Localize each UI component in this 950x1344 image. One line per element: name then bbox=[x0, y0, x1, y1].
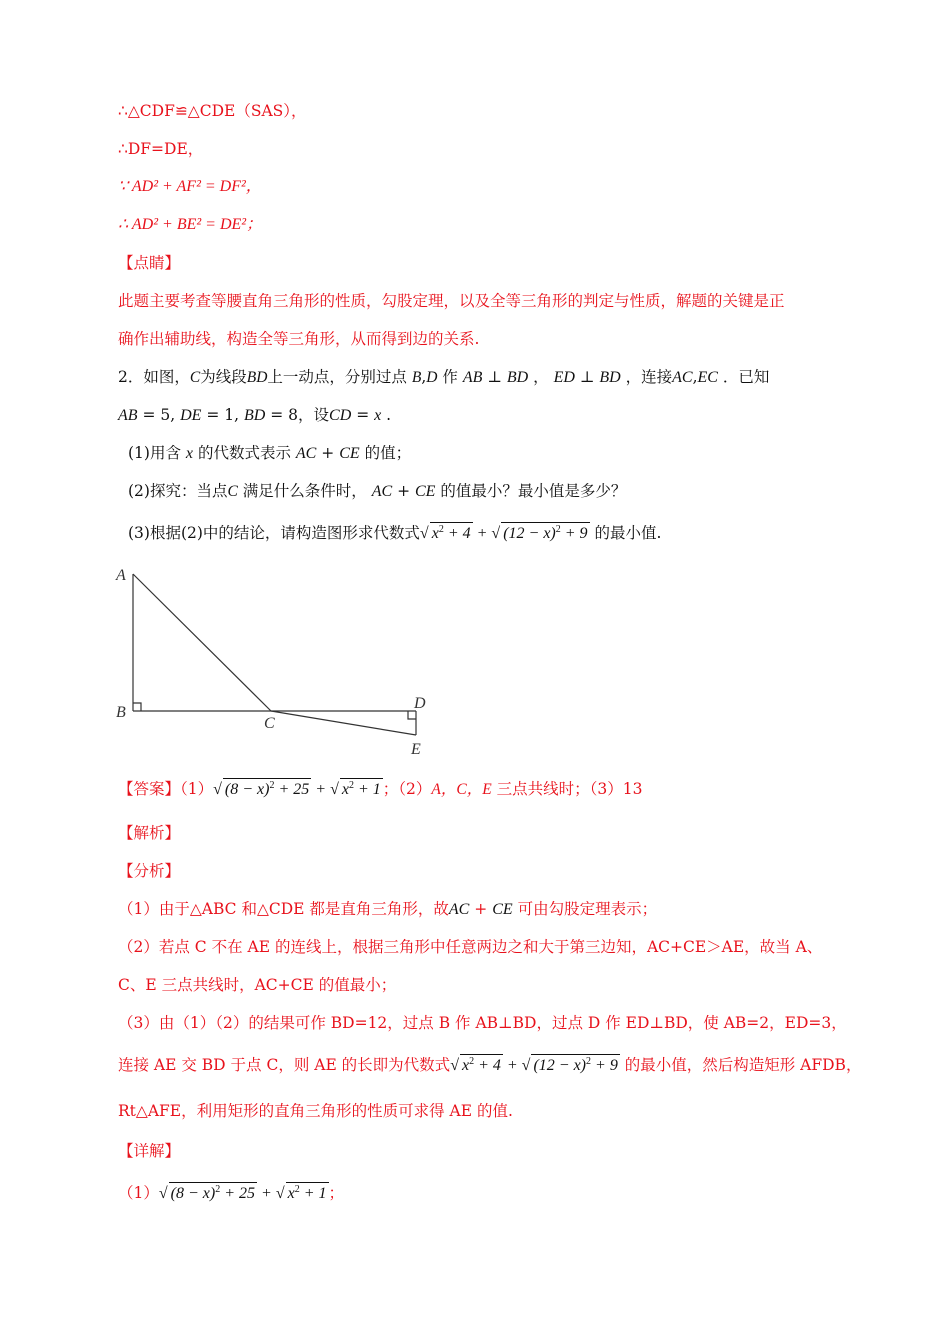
problem-text: ， bbox=[533, 368, 549, 386]
proof-line-4: ∴ AD² + BE² = DE²； bbox=[118, 216, 263, 233]
question-text: 的代数式表示 bbox=[197, 444, 291, 462]
segment-ac bbox=[133, 574, 271, 711]
jiexi-heading: 【解析】 bbox=[118, 824, 181, 842]
detail-1: （1）√ $(8 - x)^2 + 25$ + √ $x^2 + 1$ ； bbox=[118, 1182, 344, 1205]
label-a: A bbox=[116, 567, 126, 584]
problem-text: ，设 bbox=[298, 406, 330, 424]
geometry-figure bbox=[110, 560, 440, 760]
label-e: E bbox=[411, 741, 421, 758]
analysis-2a: （2）若点 C 不在 AE 的连线上，根据三角形中任意两边之和大于第三边知，AC+CE＞AE，故当 A、 bbox=[118, 938, 823, 956]
analysis-3b: 连接 AE 交 BD 于点 C，则 AE 的长即为代数式√ $x^2 + 4$ + √ $(12 - x)^2 + 9$ 的最小值，然后构造矩形 AFDB， bbox=[118, 1054, 861, 1077]
analysis-text: 可由勾股定理表示； bbox=[517, 900, 658, 918]
question-text: 的最小值. bbox=[594, 524, 662, 542]
problem-text: 作 bbox=[442, 368, 458, 386]
segment-ce bbox=[271, 711, 416, 735]
answer-line: 【答案】（1）√ $(8 - x)^2 + 25$ + √ $x^2 + 1$ ；（2）A，C，E 三点共线时；（3）13 bbox=[118, 778, 642, 801]
analysis-text: （1）由于△ABC 和△CDE 都是直角三角形，故 bbox=[118, 900, 449, 918]
problem-number: 2．如图， bbox=[118, 368, 190, 386]
label-b: B bbox=[116, 704, 126, 721]
question-1: (1)用含 x 的代数式表示 AC + CE 的值； bbox=[128, 444, 412, 462]
question-text: (1)用含 bbox=[128, 444, 181, 462]
question-text: 的值； bbox=[364, 444, 412, 462]
analysis-3c: Rt△AFE，利用矩形的直角三角形的性质可求得 AE 的值. bbox=[118, 1102, 513, 1120]
dianjing-text-2: 确作出辅助线，构造全等三角形，从而得到边的关系. bbox=[118, 330, 480, 348]
problem-line-2: AB = 5, DE = 1, BD = 8，设CD = x . bbox=[118, 406, 392, 424]
answer-text: 三点共线时；（3）13 bbox=[496, 780, 643, 798]
problem-text: ．已知 bbox=[722, 368, 770, 386]
answer-text: （1） bbox=[180, 780, 214, 798]
question-text: 满足什么条件时， bbox=[242, 482, 367, 500]
question-text: 的值最小？最小值是多少？ bbox=[440, 482, 627, 500]
answer-text: ；（2） bbox=[382, 780, 432, 798]
question-text: (3)根据(2)中的结论，请构造图形求代数式 bbox=[128, 524, 420, 542]
answer-heading: 【答案】 bbox=[118, 780, 181, 798]
analysis-3a: （3）由（1）（2）的结果可作 BD=12，过点 B 作 AB⊥BD，过点 D 作 ED⊥BD，使 AB=2，ED=3， bbox=[118, 1014, 847, 1032]
label-c: C bbox=[264, 715, 275, 732]
right-angle-d bbox=[408, 711, 416, 719]
proof-line-1: ∴△CDF≌△CDE（SAS）， bbox=[118, 102, 307, 120]
xiangjie-heading: 【详解】 bbox=[118, 1142, 181, 1160]
right-angle-b bbox=[133, 703, 141, 711]
analysis-2b: C、E 三点共线时，AC+CE 的值最小； bbox=[118, 976, 397, 994]
proof-line-2: ∴DF=DE， bbox=[118, 140, 204, 158]
question-3: (3)根据(2)中的结论，请构造图形求代数式√ $x^2 + 4$ + √ $(12 - x)^2 + 9$ 的最小值. bbox=[128, 522, 661, 545]
question-2: (2)探究：当点C 满足什么条件时， AC + CE 的值最小？最小值是多少？ bbox=[128, 482, 627, 500]
fenxi-heading: 【分析】 bbox=[118, 862, 181, 880]
question-text: (2)探究：当点 bbox=[128, 482, 228, 500]
analysis-text: 连接 AE 交 BD 于点 C，则 AE 的长即为代数式 bbox=[118, 1056, 451, 1074]
analysis-text: 的最小值，然后构造矩形 AFDB， bbox=[624, 1056, 862, 1074]
detail-text: （1） bbox=[118, 1184, 159, 1202]
problem-text: 为线段 bbox=[200, 368, 247, 386]
detail-text: ； bbox=[328, 1184, 345, 1202]
dianjing-text-1: 此题主要考查等腰直角三角形的性质，勾股定理，以及全等三角形的判定与性质，解题的关键是正 bbox=[118, 292, 785, 310]
proof-line-3: ∵ AD² + AF² = DF²， bbox=[118, 178, 262, 195]
dianjing-heading: 【点睛】 bbox=[118, 254, 181, 272]
problem-line-1: 2．如图，C为线段BD上一动点，分别过点 B,D 作 AB ⊥ BD ， ED ⊥ BD ，连接AC,EC ．已知 bbox=[118, 368, 770, 386]
analysis-1: （1）由于△ABC 和△CDE 都是直角三角形，故AC + CE 可由勾股定理表示； bbox=[118, 900, 658, 918]
problem-text: ，连接 bbox=[625, 368, 673, 386]
problem-text: 上一动点，分别过点 bbox=[267, 368, 407, 386]
answer-points: A，C，E bbox=[431, 781, 492, 798]
label-d: D bbox=[414, 695, 426, 712]
